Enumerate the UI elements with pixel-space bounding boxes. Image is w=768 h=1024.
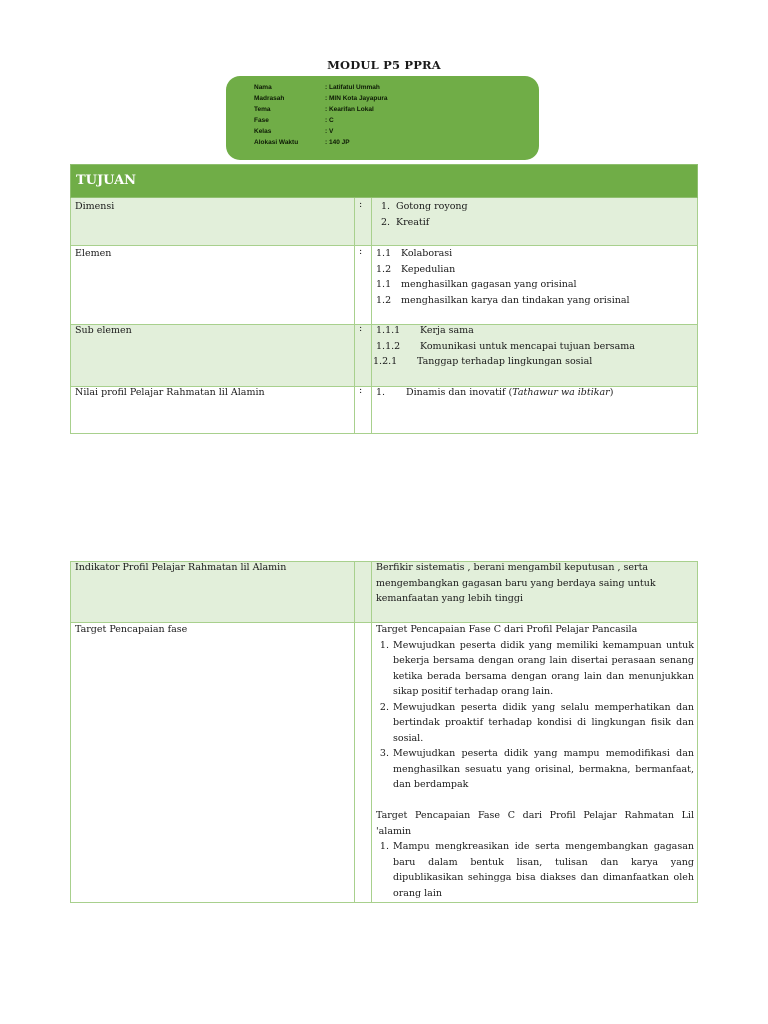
row-label: Sub elemen	[75, 325, 132, 336]
row-label: Elemen	[75, 248, 112, 259]
info-value: : V	[325, 128, 334, 135]
document-title: MODUL P5 PPRA	[327, 58, 441, 72]
table-row-indikator	[70, 561, 698, 623]
column-divider	[371, 246, 372, 324]
info-key: Madrasah	[254, 95, 285, 102]
table-row-target	[70, 623, 698, 903]
column-divider	[371, 325, 372, 386]
row-label: Dimensi	[75, 201, 115, 212]
row-label: Indikator Profil Pelajar Rahmatan lil Alamin	[75, 562, 287, 573]
list-item	[376, 246, 630, 262]
item-text-close: )	[609, 387, 614, 398]
table-row-nilai	[70, 387, 698, 434]
column-divider	[371, 623, 372, 902]
info-key: Alokasi Waktu	[254, 139, 299, 146]
item-text: menghasilkan gagasan yang orisinal	[401, 279, 577, 290]
item-number: 1.1	[376, 279, 392, 290]
dimensi-list	[381, 199, 468, 230]
list-item: 1. Mewujudkan peserta didik yang memiliki kemampuan untuk bekerja bersama dengan orang lain disertai perasaan senang ketika berada bersama dengan orang lain dan menunjukkan sikap positif terhadap orang lain.	[392, 638, 694, 700]
item-number: 1.1	[376, 248, 392, 259]
list-item	[376, 293, 630, 309]
item-text: Komunikasi untuk mencapai tujuan bersama	[420, 340, 635, 352]
item-text: menghasilkan karya dan tindakan yang orisinal	[401, 294, 630, 306]
item-number: 1.2	[376, 263, 392, 275]
sub-elemen-list	[373, 323, 635, 370]
info-value: : Latifatul Ummah	[325, 84, 380, 91]
list-item	[381, 215, 468, 231]
info-key: Kelas	[254, 128, 272, 135]
list-item	[381, 199, 468, 215]
column-divider	[354, 562, 355, 622]
info-value: : Kearifan Lokal	[325, 106, 374, 113]
column-divider	[354, 387, 355, 433]
section-header	[70, 164, 698, 198]
column-divider	[354, 246, 355, 324]
list-item	[376, 339, 635, 355]
item-text-plain: Dinamis dan inovatif (	[406, 387, 513, 398]
row-label: Nilai profil Pelajar Rahmatan lil Alamin	[75, 387, 265, 398]
spacer	[376, 793, 694, 809]
target-heading-pancasila: Target Pencapaian Fase C dari Profil Pelajar Pancasila	[376, 624, 638, 635]
list-item	[376, 277, 630, 293]
list-item	[376, 262, 630, 278]
target-list-pancasila	[376, 638, 694, 793]
section-header-label: TUJUAN	[76, 173, 137, 188]
item-text	[376, 387, 613, 398]
item-number: 1.	[381, 201, 391, 212]
target-heading-rahmatan: Target Pencapaian Fase C dari Profil Pelajar Rahmatan Lil 'alamin	[376, 810, 694, 837]
item-text: Kreatif	[396, 216, 430, 228]
column-divider	[354, 198, 355, 245]
item-text: Tanggap terhadap lingkungan sosial	[417, 356, 593, 367]
info-key: Nama	[254, 84, 272, 91]
item-number: 1.1.2	[376, 340, 401, 352]
elemen-list	[376, 246, 630, 308]
row-label: Target Pencapaian fase	[75, 624, 188, 635]
column-divider	[354, 325, 355, 386]
item-number: 1.2.1	[373, 356, 398, 367]
identity-box	[226, 76, 539, 160]
table-row-dimensi	[70, 198, 698, 246]
list-item	[376, 385, 613, 401]
info-value: : MIN Kota Jayapura	[325, 95, 388, 102]
table-row-elemen	[70, 246, 698, 325]
info-key: Fase	[254, 117, 269, 124]
colon: :	[359, 246, 363, 257]
list-item	[376, 323, 635, 339]
colon: :	[359, 199, 363, 210]
item-number: 2.	[381, 216, 391, 228]
item-text-italic: Tathawur wa ibtikar	[512, 387, 610, 398]
colon: :	[359, 323, 363, 334]
info-key: Tema	[254, 106, 271, 113]
target-content	[376, 622, 694, 901]
item-text: Kepedulian	[401, 263, 456, 275]
item-text: Kerja sama	[420, 325, 474, 336]
colon: :	[359, 385, 363, 396]
item-text: Gotong royong	[396, 201, 468, 212]
table-row-sub-elemen	[70, 325, 698, 387]
column-divider	[371, 387, 372, 433]
item-number: 1.	[376, 387, 386, 398]
list-item: 3. Mewujudkan peserta didik yang mampu memodifikasi dan menghasilkan sesuatu yang orisinal, bermakna, bermanfaat, dan berdampak	[392, 746, 694, 793]
list-item: 2. Mewujudkan peserta didik yang selalu memperhatikan dan bertindak proaktif terhadap kondisi di lingkungan fisik dan sosial.	[392, 700, 694, 747]
target-list-rahmatan	[376, 839, 694, 901]
column-divider	[354, 623, 355, 902]
item-number: 1.2	[376, 294, 392, 306]
indikator-text: Berfikir sistematis , berani mengambil keputusan , serta mengembangkan gagasan baru yang berdaya saing untuk kemanfaatan yang lebih tinggi	[376, 562, 656, 604]
column-divider	[371, 198, 372, 245]
column-divider	[371, 562, 372, 622]
item-number: 1.1.1	[376, 325, 401, 336]
item-text: Kolaborasi	[401, 248, 453, 259]
list-item: 1. Mampu mengkreasikan ide serta mengembangkan gagasan baru dalam bentuk lisan, tulisan dan karya yang dipublikasikan sehingga bisa diakses dan dimanfaatkan oleh orang lain	[392, 839, 694, 901]
info-value: : C	[325, 117, 334, 124]
info-value: : 140 JP	[325, 139, 350, 146]
list-item	[373, 354, 632, 370]
nilai-list	[376, 385, 613, 401]
